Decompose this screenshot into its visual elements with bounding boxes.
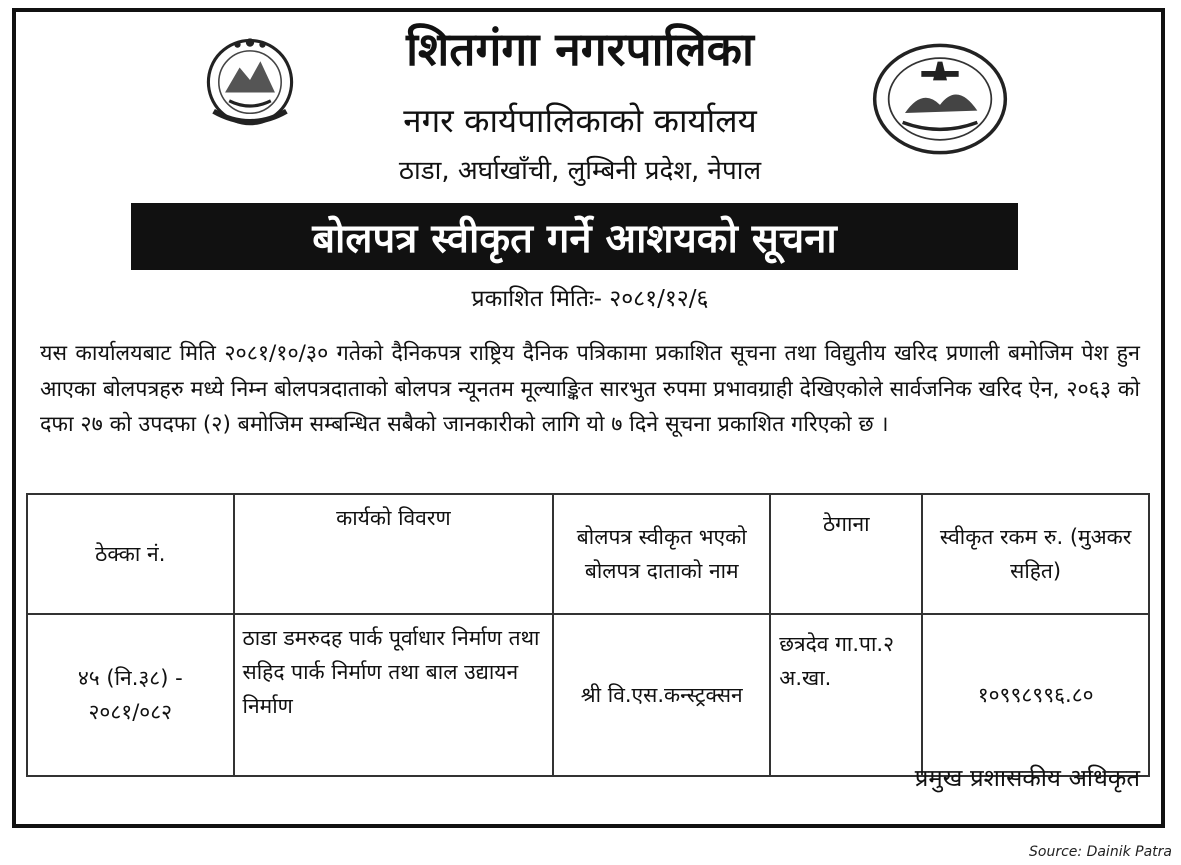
published-date: प्रकाशित मितिः- २०८१/१२/६ — [471, 286, 709, 312]
notice-heading-banner — [131, 203, 1018, 270]
office-address: ठाडा, अर्घाखाँची, लुम्बिनी प्रदेश, नेपाल — [398, 156, 762, 186]
nepal-government-emblem-icon — [198, 28, 302, 132]
bid-acceptance-table — [26, 493, 1150, 777]
header-contract-no: ठेक्का नं. — [27, 494, 234, 614]
municipality-title: शितगंगा नगरपालिका — [406, 22, 754, 76]
notice-body: यस कार्यालयबाट मिति २०८१/१०/३० गतेको दैनिकपत्र राष्ट्रिय दैनिक पत्रिकामा प्रकाशित सूचना तथा विद्युतीय खरिद प्रणाली बमोजिम पेश हुन आएका बोलपत्रहरु मध्ये निम्न बोलपत्रदाताको बोलपत्र न्यूनतम मूल्याङ्कित सारभुत रुपमा प्रभावग्राही देखिएकोले सार्वजनिक खरिद ऐन, २०६३ को दफा २७ को उपदफा (२) बमोजिम सम्बन्धित सबैको जानकारीको लागि यो ७ दिने सूचना प्रकाशित गरिएको छ । — [40, 341, 1140, 437]
signatory-title: प्रमुख प्रशासकीय अधिकृत — [914, 764, 1140, 792]
table-row — [27, 614, 1149, 776]
source-credit: Source: Dainik Patra — [1029, 844, 1172, 860]
office-subtitle: नगर कार्यपालिकाको कार्यालय — [403, 101, 757, 140]
cell-description: ठाडा डमरुदह पार्क पूर्वाधार निर्माण तथा सहिद पार्क निर्माण तथा बाल उद्यायन निर्माण — [234, 614, 554, 776]
header-amount: स्वीकृत रकम रु. (मुअकर सहित) — [922, 494, 1149, 614]
header-description: कार्यको विवरण — [234, 494, 554, 614]
notice-heading: बोलपत्र स्वीकृत गर्ने आशयको सूचना — [312, 216, 837, 262]
cell-bidder: श्री वि.एस.कन्स्ट्रक्सन — [553, 614, 770, 776]
cell-amount: १०९९८९९६.८० — [922, 614, 1149, 776]
table-header-row — [27, 494, 1149, 614]
cell-contract-no: ४५ (नि.३८) - २०८१/०८२ — [27, 614, 234, 776]
municipality-seal-icon — [870, 40, 1010, 158]
cell-address: छत्रदेव गा.पा.२ अ.खा. — [770, 614, 922, 776]
header-address: ठेगाना — [770, 494, 922, 614]
header-bidder: बोलपत्र स्वीकृत भएको बोलपत्र दाताको नाम — [553, 494, 770, 614]
